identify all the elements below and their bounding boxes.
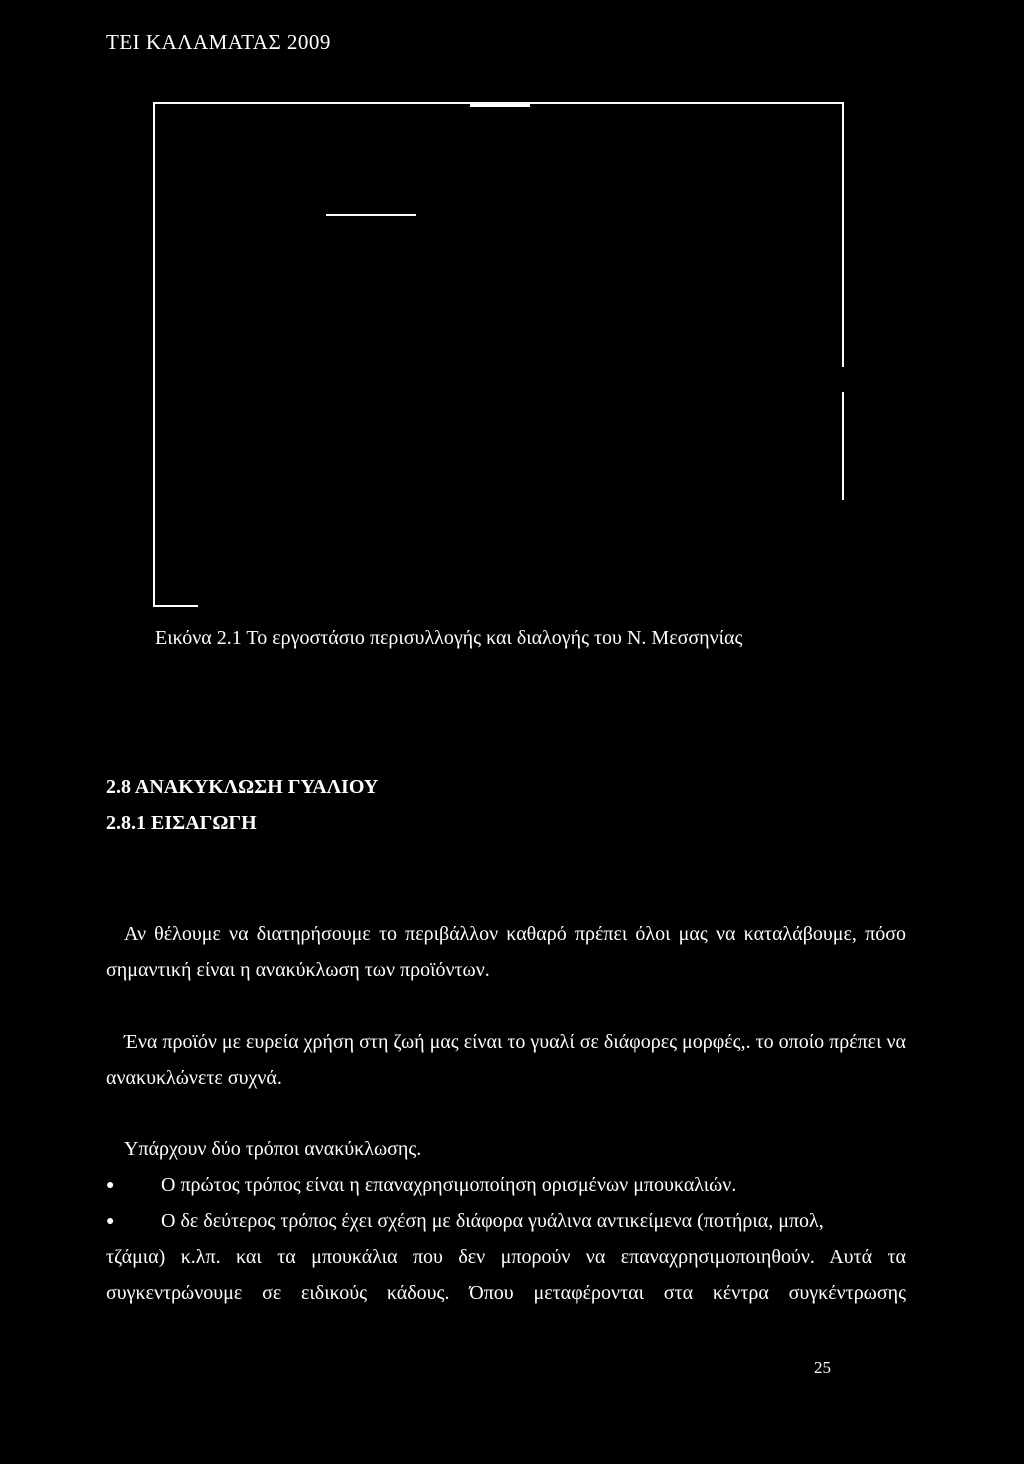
paragraph-2: Ένα προϊόν με ευρεία χρήση στη ζωή μας είναι το γυαλί σε διάφορες μορφές,. το οποίο πρέπει να ανακυκλώνετε συχνά. bbox=[106, 1031, 906, 1089]
section-heading: 2.8 ΑΝΑΚΥΚΛΩΣΗ ΓΥΑΛΙΟΥ bbox=[106, 776, 379, 798]
frame-bottom-stub bbox=[153, 605, 198, 607]
bullet-text-1: Ο πρώτος τρόπος είναι η επαναχρησιμοποίηση ορισμένων μπουκαλιών. bbox=[161, 1174, 737, 1196]
frame-left-edge bbox=[153, 102, 155, 607]
page-number: 25 bbox=[814, 1358, 831, 1377]
frame-right-edge-upper bbox=[842, 102, 844, 367]
bullet-text-2: Ο δε δεύτερος τρόπος έχει σχέση με διάφορα γυάλινα αντικείμενα (ποτήρια, μπολ, bbox=[161, 1210, 824, 1232]
paragraph-1: Αν θέλουμε να διατηρήσουμε το περιβάλλον καθαρό πρέπει όλοι μας να καταλάβουμε, πόσο σημαντική είναι η ανακύκλωση των προϊόντων. bbox=[106, 923, 906, 981]
continuation-line-2: συγκεντρώνουμε σε ειδικούς κάδους. Όπου μεταφέρονται στα κέντρα συγκέντρωσης bbox=[106, 1282, 906, 1304]
bullet-icon: ● bbox=[106, 1214, 115, 1229]
frame-right-edge-lower bbox=[842, 392, 844, 500]
continuation-line-1: τζάμια) κ.λπ. και τα μπουκάλια που δεν μπορούν να επαναχρησιμοποιηθούν. Αυτά τα bbox=[106, 1246, 906, 1268]
figure-caption: Εικόνα 2.1 Το εργοστάσιο περισυλλογής και διαλογής του Ν. Μεσσηνίας bbox=[155, 627, 743, 649]
page-header: ΤΕΙ ΚΑΛΑΜΑΤΑΣ 2009 bbox=[106, 30, 331, 54]
figure-frame bbox=[0, 0, 1024, 620]
photo-artifact-top bbox=[470, 104, 530, 107]
paragraph-3: Υπάρχουν δύο τρόποι ανακύκλωσης. bbox=[124, 1138, 422, 1160]
subsection-heading: 2.8.1 ΕΙΣΑΓΩΓΗ bbox=[106, 812, 257, 834]
photo-artifact-line bbox=[326, 214, 416, 216]
bullet-item-2 bbox=[106, 1203, 906, 1240]
bullet-icon: ● bbox=[106, 1178, 115, 1193]
bullet-item-1 bbox=[106, 1167, 906, 1204]
